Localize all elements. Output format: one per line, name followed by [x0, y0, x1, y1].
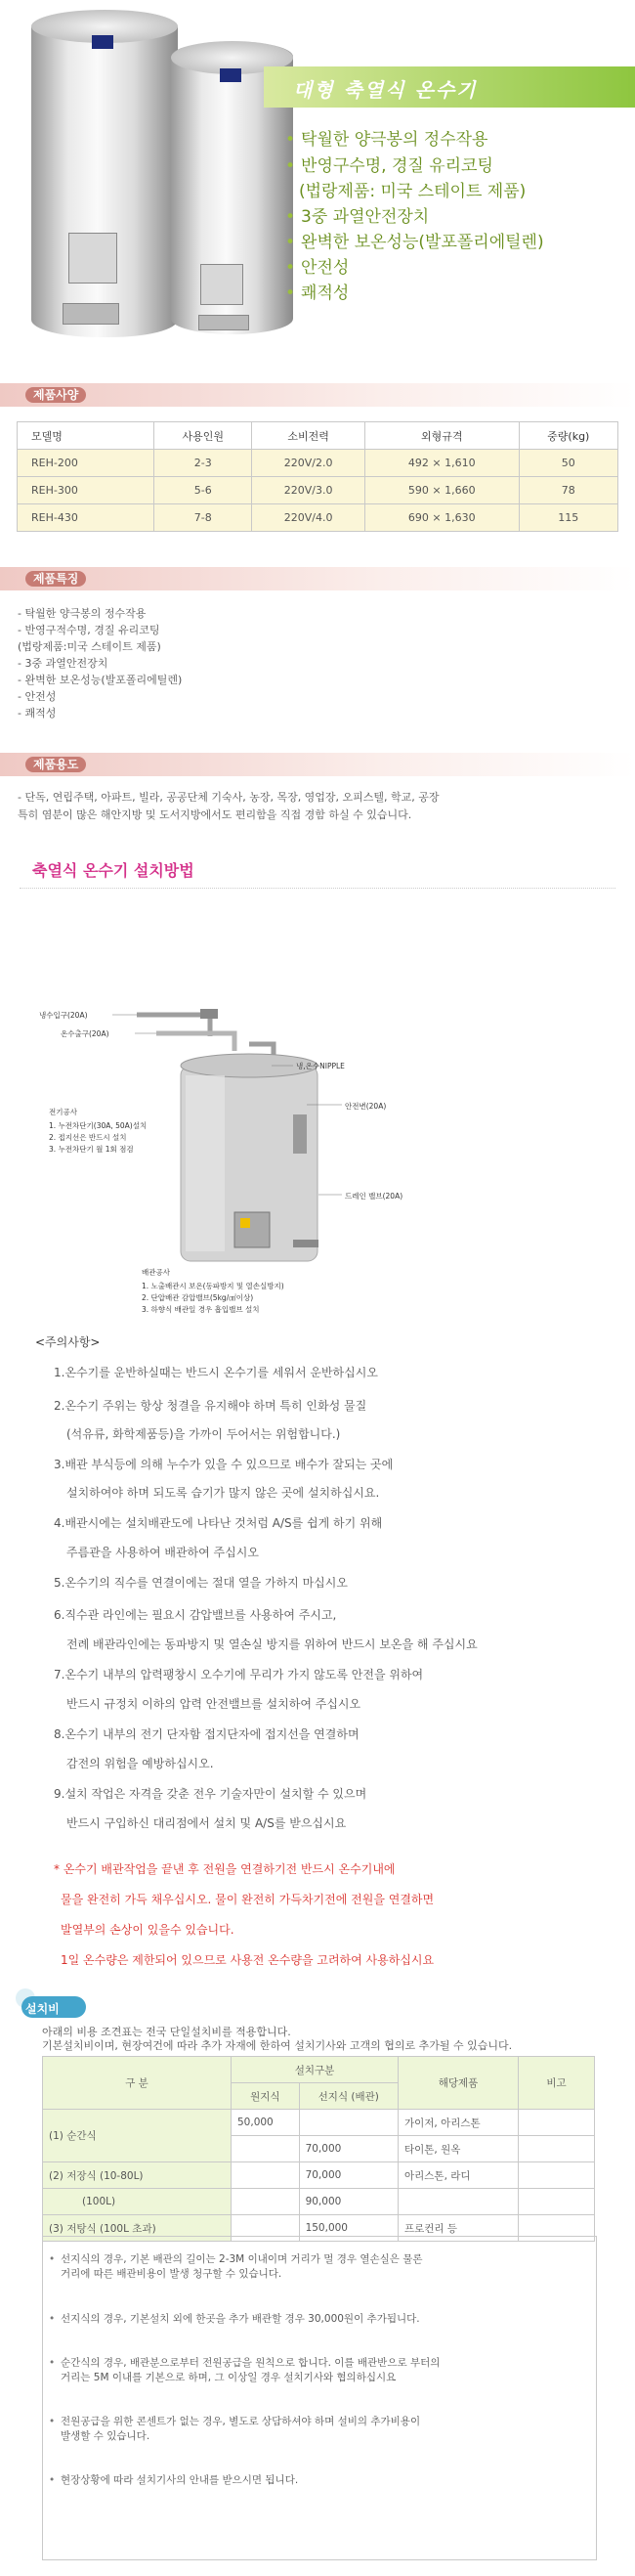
- brand-logo-icon: [92, 35, 113, 49]
- table-header-row: [18, 422, 618, 450]
- usage-line: 특히 염분이 많은 해안지방 및 도서지방에서도 편리함을 직접 경함 하실 수 있습니다.: [18, 808, 412, 821]
- hero-feature: (법랑제품: 미국 스테이트 제품): [299, 182, 527, 201]
- caution-line: 2.온수기 주위는 항상 청결을 유지해야 하며 특히 인화성 물질: [54, 1399, 367, 1413]
- control-panel: [200, 264, 243, 305]
- fee-note: • 순간식의 경우, 배관분으로부터 전원공급을 원칙으로 합니다. 이를 배관반으로 부터의 거리는 5M 이내를 기본으로 하며, 그 이상일 경우 설치기사와 협의하십시요: [61, 2356, 440, 2385]
- warning-line: 1일 온수량은 제한되어 있으므로 사용전 온수량을 고려하여 사용하십시요: [61, 1953, 435, 1967]
- table-header: 중량(kg): [519, 422, 617, 450]
- fee-note: • 현장상황에 따라 설치기사의 안내를 받으시면 됩니다.: [61, 2473, 298, 2488]
- table-header: 외형규격: [365, 422, 519, 450]
- caution-line: 3.배관 부식등에 의해 누수가 있을 수 있으므로 배수가 잘되는 곳에: [54, 1458, 394, 1471]
- fee-note: • 선지식의 경우, 기본설치 외에 한곳을 추가 배관할 경우 30,000원이 추가됩니다.: [61, 2312, 420, 2327]
- table-header: 해당제품: [399, 2057, 519, 2110]
- feature-line: - 3중 과열안전장치: [18, 657, 108, 670]
- fee-note: • 선지식의 경우, 기본 배관의 길이는 2-3M 이내이며 거리가 멀 경우 열손실은 물론 거리에 따른 배관비용이 발생 청구할 수 있습니다.: [61, 2252, 423, 2282]
- control-box: [234, 1212, 270, 1247]
- caution-line: 6.직수관 라인에는 필요시 감압밸브를 사용하여 주시고,: [54, 1608, 337, 1622]
- drain-valve: [293, 1240, 318, 1247]
- electric-title: 전기공사: [49, 1108, 77, 1116]
- label-safety-valve: 안전변(20A): [345, 1102, 387, 1111]
- electric-item: 2. 접지선은 반드시 설치: [49, 1133, 127, 1142]
- hero-feature: • 안전성: [285, 258, 350, 278]
- feature-line: - 쾌적성: [18, 707, 57, 720]
- caution-line: 주름관을 사용하여 배관하여 주십시오: [66, 1546, 259, 1559]
- fee-note: • 전원공급을 위한 콘센트가 없는 경우, 별도로 상담하셔야 하며 설비의 추가비용이 발생할 수 있습니다.: [61, 2415, 420, 2444]
- hot-pipe: [156, 1033, 234, 1051]
- electric-item: 1. 누전차단기(30A, 50A)설치: [49, 1121, 148, 1130]
- label-cold-inlet: 냉수입구(20A): [39, 1011, 88, 1020]
- section-header-spec: 제품사양: [0, 383, 635, 407]
- hero-title: 대형 축열식 온수기: [293, 78, 478, 102]
- caution-line: 1.온수기를 운반하실때는 반드시 온수기를 세워서 운반하십시오: [54, 1366, 378, 1379]
- fee-intro: 아래의 비용 조견표는 전국 단일설치비를 적용합니다.: [42, 2026, 291, 2038]
- caution-title: <주의사항>: [35, 1335, 101, 1349]
- table-row: REH-200 2-3 220V/2.0 492 × 1,610 50: [18, 450, 618, 477]
- caution-line: 감전의 위험을 예방하십시오.: [66, 1757, 214, 1770]
- pipe-fittings: [63, 303, 119, 325]
- large-water-heater: [31, 10, 178, 337]
- table-header: 비고: [519, 2057, 595, 2110]
- pipe-item: 1. 노출배관시 보온(동파방지 및 열손실방지): [142, 1282, 284, 1290]
- usage-line: - 단독, 연립주택, 아파트, 빌라, 공공단체 기숙사, 농장, 목장, 영업장, 오피스텔, 학교, 공장: [18, 791, 440, 804]
- table-header: 선지식 (배관): [299, 2083, 398, 2110]
- section-header-usage: 제품용도: [0, 753, 635, 776]
- table-header: 원지식: [232, 2083, 300, 2110]
- table-row: 70,000 타이톤, 원옥: [43, 2136, 595, 2162]
- feature-line: - 반영구적수명, 경질 유리코팅: [18, 624, 160, 636]
- feature-line: (법랑제품:미국 스테이트 제품): [18, 640, 161, 653]
- table-header: 설치구분: [232, 2057, 399, 2083]
- table-row: (2) 저장식 (10-80L) 70,000 아리스톤, 라디: [43, 2162, 595, 2189]
- warning-line: 발열부의 손상이 있을수 있습니다.: [61, 1923, 234, 1937]
- fee-table: [42, 2056, 595, 2242]
- fee-notes: [42, 2236, 597, 2560]
- feature-line: - 안전성: [18, 690, 57, 703]
- safety-valve: [293, 1114, 307, 1154]
- warning-line: 물을 완전히 가득 채우십시오. 물이 완전히 가득차기전에 전원을 연결하면: [61, 1893, 435, 1906]
- brand-logo-icon: [220, 68, 241, 82]
- pipe-item: 3. 하향식 배관일 경우 흡입밸브 설치: [142, 1305, 260, 1314]
- fee-badge-label: 설치비: [25, 2002, 60, 2016]
- table-header-row: [43, 2057, 595, 2083]
- fee-intro: 기본설치비이며, 현장여건에 따라 추가 자재에 한하여 설치기사와 고객의 협의로 추가될 수 있습니다.: [42, 2039, 513, 2052]
- caution-line: 반드시 구입하신 대리점에서 설치 및 A/S를 받으십시요: [66, 1816, 347, 1830]
- caution-line: 설치하여야 하며 되도록 습기가 많지 않은 곳에 설치하십시요.: [66, 1486, 380, 1500]
- hero-feature: • 반영구수명, 경질 유리코팅: [285, 156, 493, 176]
- hero-feature: • 탁월한 양극봉의 정수작용: [285, 130, 488, 150]
- spec-table: [17, 421, 618, 532]
- caution-line: 전례 배관라인에는 동파방지 및 열손실 방지를 위하여 반드시 보온을 해 주십시요: [66, 1637, 478, 1651]
- table-row: (1) 순간식 50,000 가이저, 아리스톤: [43, 2110, 595, 2136]
- table-header: 소비전력: [252, 422, 365, 450]
- table-row: REH-300 5-6 220V/3.0 590 × 1,660 78: [18, 477, 618, 504]
- caution-line: 8.온수기 내부의 전기 단자함 접지단자에 접지선을 연결하며: [54, 1727, 360, 1741]
- label-hot-outlet: 온수출구(20A): [61, 1029, 109, 1038]
- divider: [20, 888, 615, 889]
- hero-feature: • 완벽한 보온성능(발포폴리에틸렌): [285, 233, 544, 252]
- table-row: (3) 저탕식 (100L 초과) 150,000 프로컨리 등: [43, 2215, 595, 2242]
- table-header: 모델명: [18, 422, 154, 450]
- pipe-title: 배관공사: [142, 1268, 170, 1277]
- hero-feature: • 3중 과열안전장치: [285, 207, 430, 227]
- electric-item: 3. 누전차단기 월 1회 점검: [49, 1145, 134, 1154]
- section-header-features: 제품특징: [0, 567, 635, 590]
- install-title: 축열식 온수기 설치방법: [32, 861, 194, 880]
- caution-line: 반드시 규정치 이하의 압력 안전밸브를 설치하여 주십시오: [66, 1697, 361, 1711]
- control-panel: [68, 233, 117, 284]
- label-nipple: 냉,온수NIPPLE: [296, 1062, 345, 1070]
- table-header: 사용인원: [154, 422, 252, 450]
- caution-line: 5.온수기의 직수를 연결이에는 절대 열을 가하지 마십시오: [54, 1576, 348, 1590]
- table-row: REH-430 7-8 220V/4.0 690 × 1,630 115: [18, 504, 618, 532]
- warning-line: * 온수기 배관작업을 끝낸 후 전원을 연결하기전 반드시 온수기내에: [54, 1862, 396, 1876]
- hero-feature: • 쾌적성: [285, 284, 350, 303]
- table-header: 구 분: [43, 2057, 232, 2110]
- caution-line: (석유류, 화학제품등)을 가까이 두어서는 위험합니다.): [66, 1427, 341, 1441]
- table-row: (100L) 90,000: [43, 2189, 595, 2215]
- pipe-item: 2. 단압배관 감압밸브(5kg/㎠이상): [142, 1293, 254, 1302]
- feature-line: - 탁월한 양극봉의 정수작용: [18, 607, 147, 620]
- caution-line: 7.온수기 내부의 압력팽창시 오수기에 무리가 가지 않도록 안전을 위하여: [54, 1668, 424, 1681]
- feature-line: - 완벽한 보온성능(발포폴리에틸렌): [18, 674, 183, 686]
- label-drain-valve: 드레인 밸브(20A): [345, 1192, 403, 1201]
- caution-line: 4.배관시에는 설치배관도에 나타난 것처럼 A/S를 쉽게 하기 위해: [54, 1516, 383, 1530]
- caution-line: 9.설치 작업은 자격을 갖춘 전우 기술자만이 설치할 수 있으며: [54, 1787, 367, 1801]
- indicator-icon: [240, 1218, 250, 1228]
- pipe-fittings: [198, 315, 249, 330]
